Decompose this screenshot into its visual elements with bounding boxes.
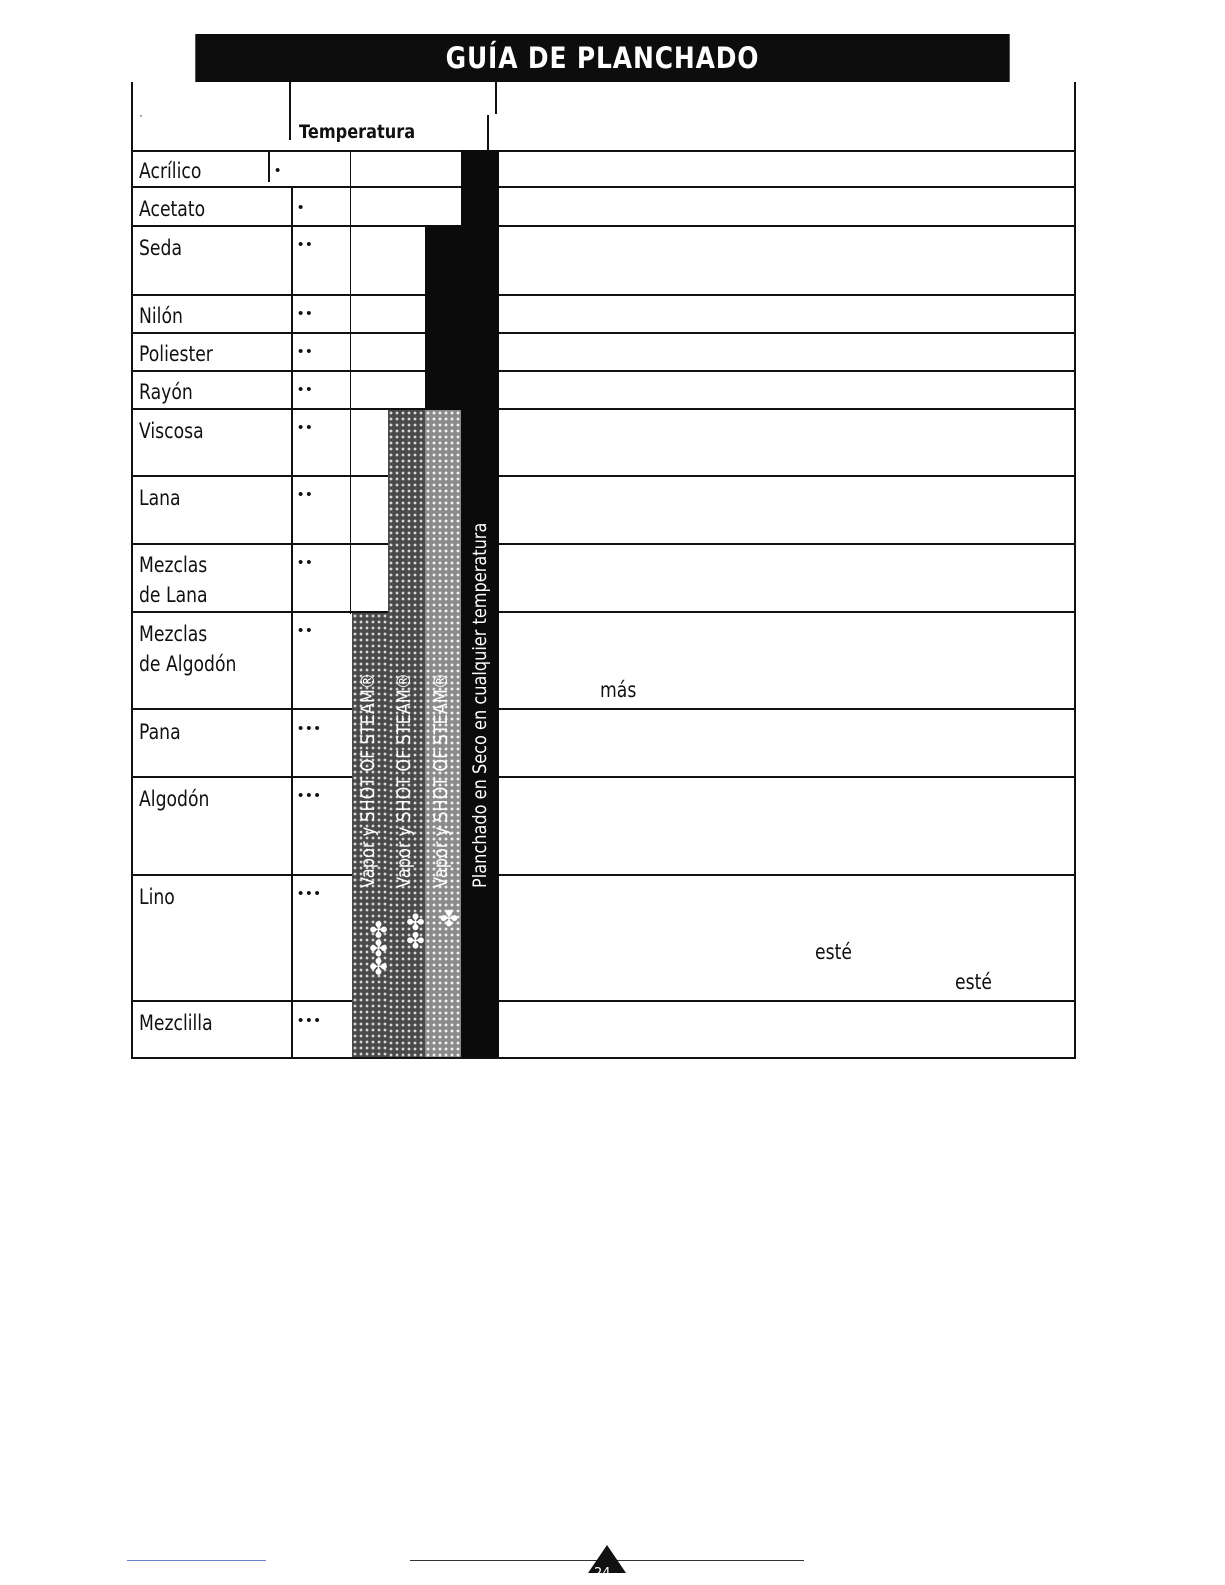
row-line [131, 225, 1076, 227]
note-este: esté [955, 970, 992, 994]
steam-single-icon: ✤ [437, 908, 463, 928]
row-line [131, 1000, 1076, 1002]
temperature-dots: •• [298, 622, 315, 639]
temperature-dots: •• [298, 236, 315, 253]
fabric-name: Mezclas de Lana [139, 553, 208, 607]
row-line [131, 186, 1076, 188]
row-line [131, 543, 1076, 545]
name-column-line [291, 188, 293, 1059]
footer-line-left [127, 1560, 266, 1561]
fabric-name: Viscosa [139, 419, 204, 443]
fabric-name: Poliester [139, 342, 213, 366]
fabric-name: Pana [139, 720, 181, 744]
row-line [131, 874, 1076, 876]
row-line [131, 776, 1076, 778]
fabric-name: Seda [139, 236, 183, 260]
page-title: GUÍA DE PLANCHADO [195, 34, 1009, 82]
temperature-dots: • [298, 199, 307, 216]
frame-left-line [131, 82, 133, 1059]
frame-bottom-line [131, 1057, 1076, 1059]
steam-triple-icon: ✤✤✤ [366, 920, 392, 976]
row-line [131, 611, 1076, 613]
row-line [131, 708, 1076, 710]
row-line [131, 332, 1076, 334]
fabric-name: Nilón [139, 304, 183, 328]
temperature-dots: ••• [298, 1012, 323, 1029]
steam-band-1-label: Vapor y SHOT OF STEAM® [357, 673, 379, 888]
temperature-dots: ••• [298, 720, 323, 737]
temperature-dots: •• [298, 419, 315, 436]
fabric-name: Algodón [139, 787, 210, 811]
temperature-header: Temperatura [299, 121, 416, 143]
row-line [131, 294, 1076, 296]
header-divider-3 [495, 82, 497, 114]
row-line [131, 408, 1076, 410]
header-divider-2 [487, 115, 489, 150]
steam-double-icon: ✤✤ [403, 912, 429, 950]
steam-band-3-label: Vapor y SHOT OF STEAM® [430, 673, 452, 888]
temperature-dots: •• [298, 305, 315, 322]
temperature-dots: •• [298, 554, 315, 571]
fabric-name: Acrílico [139, 159, 202, 183]
steam-band-3-top [425, 225, 461, 410]
header-mark: · [139, 108, 143, 122]
header-divider-1 [289, 82, 291, 140]
fabric-name: Rayón [139, 380, 193, 404]
temperature-dots: •• [298, 343, 315, 360]
fabric-name: Lino [139, 885, 175, 909]
row-line [131, 150, 1076, 152]
temperature-dots: ••• [298, 885, 323, 902]
frame-right-line [1074, 82, 1076, 1059]
fabric-name: Mezclas de Algodón [139, 622, 237, 676]
row-line [131, 475, 1076, 477]
steam-band-2-label: Vapor y SHOT OF STEAM® [393, 673, 415, 888]
fabric-name: Lana [139, 486, 181, 510]
fabric-name: Mezclilla [139, 1011, 213, 1035]
temperature-dots: • [275, 162, 284, 179]
note-este: esté [815, 940, 852, 964]
row-line [131, 370, 1076, 372]
note-mas: más [600, 678, 637, 702]
temperature-dots: •• [298, 486, 315, 503]
temperature-dots: ••• [298, 787, 323, 804]
fabric-name: Acetato [139, 197, 206, 221]
page-number: 24 [594, 1566, 611, 1581]
dry-iron-label: Planchado en Seco en cualquier temperatura [469, 522, 491, 888]
temperature-dots: •• [298, 381, 315, 398]
acrylic-tick-line [268, 152, 270, 182]
